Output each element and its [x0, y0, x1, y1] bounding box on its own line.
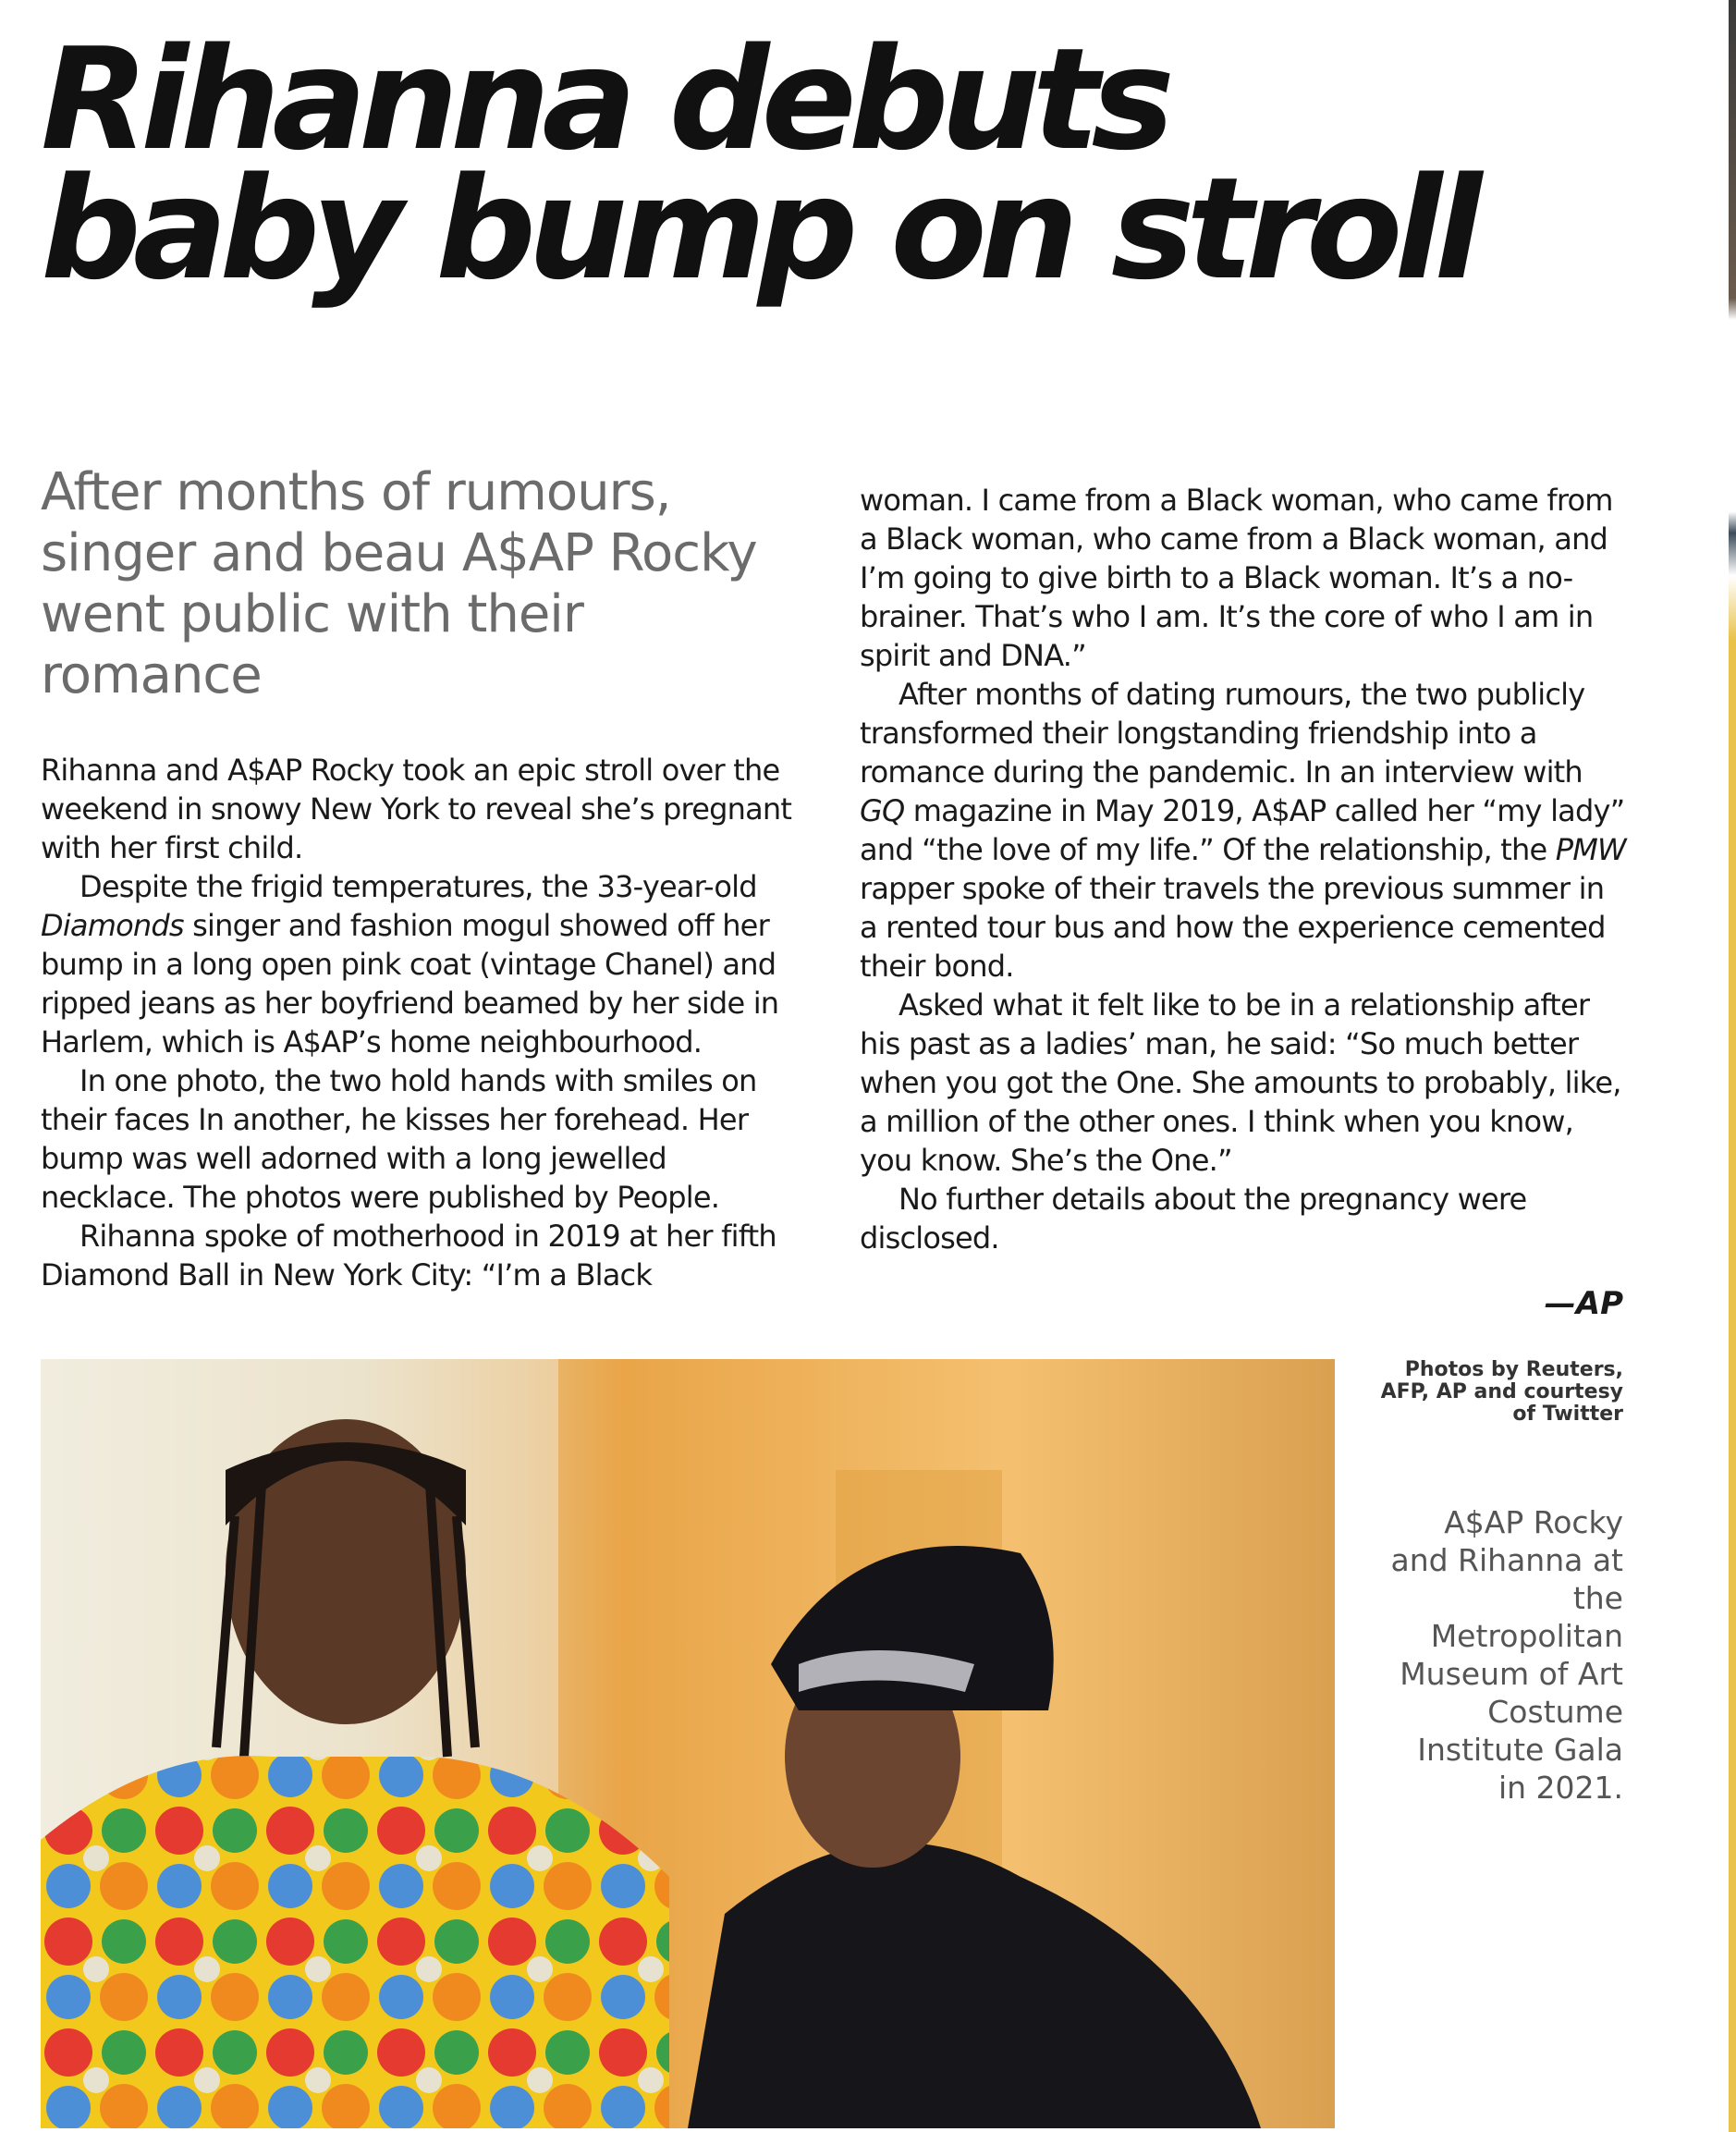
standfirst: After months of rumours, singer and beau A$AP Rocky went public with their romance — [41, 462, 757, 705]
paragraph-4-end: woman. I came from a Black woman, who came from a Black woman, who came from a Black woman, and I’m going to give birth to a Black woman. It’s a no-brainer. That’s who I am. It’s the core of who I am in spirit and DNA.” — [860, 483, 1613, 673]
body-column-1 — [41, 751, 808, 1294]
paragraph-6: Asked what it felt like to be in a relationship after his past as a ladies’ man, he said: “So much better when you got the One. She amounts to probably, like, a million of the other ones. I think when you know, you know. She’s the One.” — [860, 987, 1621, 1178]
paragraph-7: No further details about the pregnancy were disclosed. — [860, 1182, 1527, 1256]
photo-credit: Photos by Reuters, AFP, AP and courtesy of Twitter — [1380, 1358, 1623, 1426]
emphasis-diamonds: Diamonds — [41, 908, 184, 943]
paragraph-1: Rihanna and A$AP Rocky took an epic stroll over the weekend in snowy New York to reveal she’s pregnant with her first child. — [41, 753, 792, 865]
headline — [41, 18, 1649, 311]
paragraph-4-start: Rihanna spoke of motherhood in 2019 at her fifth Diamond Ball in New York City: “I’m a Black — [41, 1219, 776, 1293]
page-edge-strip — [1729, 0, 1736, 2132]
headline-line-1: Rihanna debuts — [41, 18, 1167, 181]
paragraph-5: After months of dating rumours, the two publicly transformed their longstanding friendship into a romance during the pandemic. In an interview with GQ magazine in May 2019, A$AP called her “my lady” and “the love of my life.” Of the relationship, the PMW rapper spoke of their travels the previous summer in a rented tour bus and how the experience cemented their bond. — [860, 677, 1626, 984]
emphasis-pmw: PMW — [1555, 832, 1626, 867]
gala-photo — [41, 1359, 1335, 2128]
body-column-2 — [860, 481, 1627, 1257]
paragraph-2: Despite the frigid temperatures, the 33-year-old Diamonds singer and fashion mogul showed off her bump in a long open pink coat (vintage Chanel) and ripped jeans as her boyfriend beamed by her side in Harlem, which is A$AP’s home neighbourhood. — [41, 869, 779, 1060]
photo-caption: A$AP Rocky and Rihanna at the Metropolitan Museum of Art Costume Institute Gala in 2021. — [1390, 1504, 1623, 1806]
byline: —AP — [1544, 1285, 1623, 1322]
paragraph-3: In one photo, the two hold hands with smiles on their faces In another, he kisses her forehead. Her bump was well adorned with a long jewelled necklace. The photos were published by People. — [41, 1063, 757, 1215]
emphasis-gq: GQ — [860, 793, 905, 828]
headline-line-2: baby bump on stroll — [41, 147, 1474, 311]
